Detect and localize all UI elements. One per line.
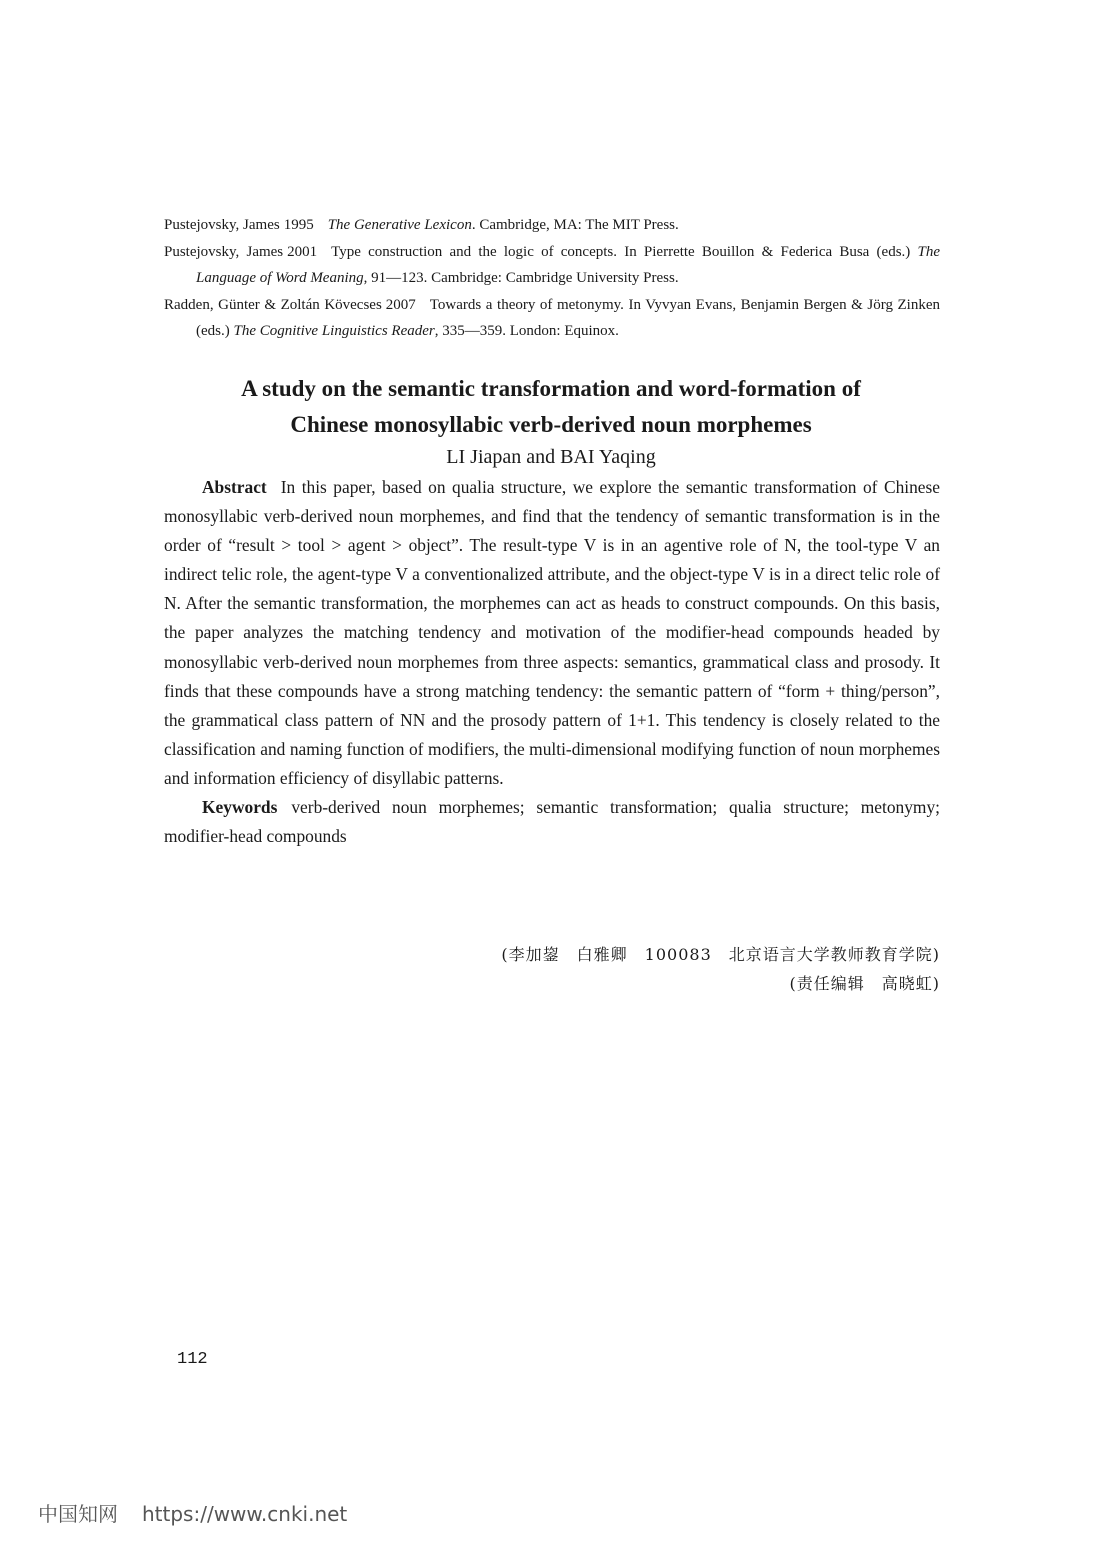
- reference-text: Type construction and the logic of concepts. In Pierrette Bouillon & Federica Busa (eds.): [331, 243, 918, 260]
- affiliation-line: (李加鋆 白雅卿 100083 北京语言大学教师教育学院): [501, 945, 940, 964]
- keywords-text: verb-derived noun morphemes; semantic transformation; qualia structure; metonymy; modifier-head compounds: [164, 797, 940, 847]
- article-title-line-1: A study on the semantic transformation and word-formation of: [241, 376, 861, 401]
- cnki-watermark: [38, 1498, 347, 1527]
- watermark-url: https://www.cnki.net: [142, 1502, 348, 1526]
- reference-author: Pustejovsky, James: [164, 217, 280, 233]
- watermark-brand: 中国知网: [38, 1502, 118, 1526]
- keywords-label: Keywords: [202, 797, 278, 818]
- article-authors: LI Jiapan and BAI Yaqing: [446, 446, 656, 468]
- reference-entry: [164, 212, 940, 239]
- page-number: 112: [177, 1350, 208, 1369]
- reference-author: Pustejovsky, James: [164, 243, 284, 260]
- reference-entry: [164, 239, 940, 292]
- reference-author: Radden, Günter & Zoltán Kövecses: [164, 296, 382, 313]
- reference-year: 1995: [283, 217, 314, 233]
- reference-year: 2001: [287, 243, 318, 260]
- article-title: [120, 371, 982, 443]
- abstract-paragraph: [164, 473, 940, 793]
- reference-text: . Cambridge, MA: The MIT Press.: [471, 217, 679, 233]
- reference-text: , 335—359. London: Equinox.: [434, 323, 619, 339]
- reference-entry: [164, 292, 940, 345]
- keywords-paragraph: [164, 793, 940, 851]
- reference-text: Towards a theory of metonymy. In Vyvyan Evans, Benjamin Bergen & Jörg Zinken (eds.): [196, 296, 940, 339]
- reference-source-title: The Language of Word Meaning: [196, 243, 940, 286]
- reference-year: 2007: [385, 296, 416, 313]
- article-title-line-2: Chinese monosyllabic verb-derived noun morphemes: [290, 412, 812, 437]
- editor-line: (责任编辑 高晓虹): [789, 974, 940, 993]
- reference-text: , 91—123. Cambridge: Cambridge University Press.: [363, 270, 679, 286]
- abstract-text: In this paper, based on qualia structure, we explore the semantic transformation of Chinese monosyllabic verb-derived noun morphemes, and find that the tendency of semantic transformation is in the order of “result > tool > agent > object”. The result-type V is in an agentive role of N, the tool-type V an indirect telic role, the agent-type V a conventionalized attribute, and the object-type V is in a direct telic role of N. After the semantic transformation, the morphemes can act as heads to construct compounds. On this basis, the paper analyzes the matching tendency and motivation of the modifier-head compounds headed by monosyllabic verb-derived noun morphemes from three aspects: semantics, grammatical class and prosody. It finds that these compounds have a strong matching tendency: the semantic pattern of “form + thing/person”, the grammatical class pattern of NN and the prosody pattern of 1+1. This tendency is closely related to the classification and naming function of modifiers, the multi-dimensional modifying function of noun morphemes and information efficiency of disyllabic patterns.: [164, 477, 940, 788]
- reference-source-title: The Generative Lexicon: [327, 217, 472, 233]
- abstract-section: [164, 473, 940, 851]
- reference-source-title: The Cognitive Linguistics Reader: [233, 323, 435, 339]
- reference-list: [164, 212, 940, 345]
- abstract-label: Abstract: [202, 477, 267, 497]
- author-affiliation: [501, 940, 940, 998]
